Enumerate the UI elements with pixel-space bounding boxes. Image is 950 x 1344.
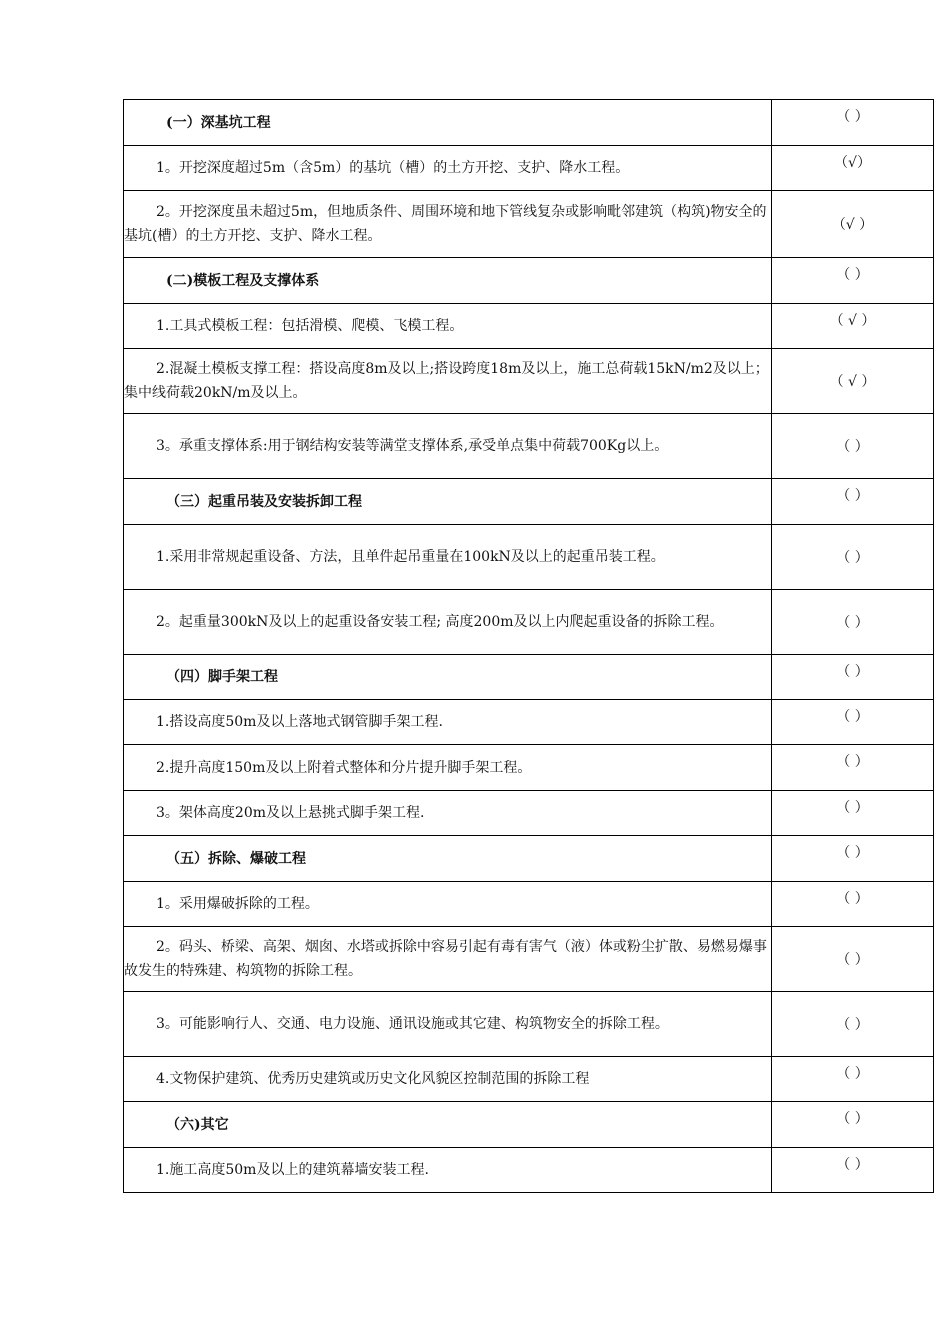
item-row bbox=[124, 414, 934, 479]
check-mark-cell[interactable]: （ ） bbox=[772, 414, 934, 479]
check-mark-cell[interactable]: （√ ） bbox=[772, 191, 934, 258]
item-description: 2.提升高度150m及以上附着式整体和分片提升脚手架工程。 bbox=[124, 745, 772, 791]
item-description: 3。架体高度20m及以上悬挑式脚手架工程. bbox=[124, 791, 772, 836]
section-title: (二)模板工程及支撑体系 bbox=[124, 258, 772, 304]
check-mark-cell[interactable]: （ ） bbox=[772, 655, 934, 700]
check-mark-cell[interactable]: （ ） bbox=[772, 927, 934, 992]
item-description: 2。码头、桥梁、高架、烟囱、水塔或拆除中容易引起有毒有害气（液）体或粉尘扩散、易燃易爆事故发生的特殊建、构筑物的拆除工程。 bbox=[124, 927, 772, 992]
item-description: 1。采用爆破拆除的工程。 bbox=[124, 882, 772, 927]
section-title: (一）深基坑工程 bbox=[124, 100, 772, 146]
check-mark-cell[interactable]: （ ） bbox=[772, 100, 934, 146]
section-title: （三）起重吊装及安装拆卸工程 bbox=[124, 479, 772, 525]
item-row bbox=[124, 1057, 934, 1102]
item-description: 4.文物保护建筑、优秀历史建筑或历史文化风貌区控制范围的拆除工程 bbox=[124, 1057, 772, 1102]
item-row bbox=[124, 590, 934, 655]
item-row bbox=[124, 992, 934, 1057]
check-mark-cell[interactable]: （ ） bbox=[772, 882, 934, 927]
check-mark-cell[interactable]: （ ） bbox=[772, 258, 934, 304]
check-mark-cell[interactable]: （ ） bbox=[772, 479, 934, 525]
engineering-checklist-table bbox=[123, 99, 934, 1193]
section-title: （四）脚手架工程 bbox=[124, 655, 772, 700]
check-mark-cell[interactable]: （ ） bbox=[772, 1102, 934, 1148]
check-mark-cell[interactable]: （ ） bbox=[772, 1057, 934, 1102]
section-row bbox=[124, 100, 934, 146]
item-row bbox=[124, 882, 934, 927]
item-row bbox=[124, 304, 934, 349]
section-row bbox=[124, 479, 934, 525]
section-title: （六)其它 bbox=[124, 1102, 772, 1148]
item-description: 1。开挖深度超过5m（含5m）的基坑（槽）的土方开挖、支护、降水工程。 bbox=[124, 146, 772, 191]
item-description: 2。起重量300kN及以上的起重设备安装工程; 高度200m及以上内爬起重设备的拆除工程。 bbox=[124, 590, 772, 655]
item-row bbox=[124, 745, 934, 791]
check-mark-cell[interactable]: （ √ ） bbox=[772, 349, 934, 414]
item-row bbox=[124, 191, 934, 258]
item-row bbox=[124, 525, 934, 590]
section-title: （五）拆除、爆破工程 bbox=[124, 836, 772, 882]
item-description: 1.搭设高度50m及以上落地式钢管脚手架工程. bbox=[124, 700, 772, 745]
item-row bbox=[124, 146, 934, 191]
check-mark-cell[interactable]: （ √ ） bbox=[772, 304, 934, 349]
item-description: 1.工具式模板工程：包括滑模、爬模、飞模工程。 bbox=[124, 304, 772, 349]
check-mark-cell[interactable]: （ ） bbox=[772, 745, 934, 791]
section-row bbox=[124, 655, 934, 700]
section-row bbox=[124, 258, 934, 304]
item-row bbox=[124, 791, 934, 836]
item-description: 2。开挖深度虽未超过5m，但地质条件、周围环境和地下管线复杂或影响毗邻建筑（构筑)物安全的基坑(槽）的土方开挖、支护、降水工程。 bbox=[124, 191, 772, 258]
item-description: 1.采用非常规起重设备、方法，且单件起吊重量在100kN及以上的起重吊装工程。 bbox=[124, 525, 772, 590]
check-mark-cell[interactable]: （ ） bbox=[772, 836, 934, 882]
item-description: 3。承重支撑体系:用于钢结构安装等满堂支撑体系,承受单点集中荷载700Kg以上。 bbox=[124, 414, 772, 479]
section-row bbox=[124, 836, 934, 882]
item-description: 3。可能影响行人、交通、电力设施、通讯设施或其它建、构筑物安全的拆除工程。 bbox=[124, 992, 772, 1057]
check-mark-cell[interactable]: （ ） bbox=[772, 590, 934, 655]
check-mark-cell[interactable]: （ ） bbox=[772, 992, 934, 1057]
item-row bbox=[124, 700, 934, 745]
section-row bbox=[124, 1102, 934, 1148]
check-mark-cell[interactable]: （√） bbox=[772, 146, 934, 191]
item-row bbox=[124, 927, 934, 992]
check-mark-cell[interactable]: （ ） bbox=[772, 1148, 934, 1193]
item-description: 2.混凝土模板支撑工程：搭设高度8m及以上;搭设跨度18m及以上，施工总荷载15kN/m2及以上；集中线荷载20kN/m及以上。 bbox=[124, 349, 772, 414]
check-mark-cell[interactable]: （ ） bbox=[772, 700, 934, 745]
check-mark-cell[interactable]: （ ） bbox=[772, 525, 934, 590]
item-description: 1.施工高度50m及以上的建筑幕墙安装工程. bbox=[124, 1148, 772, 1193]
check-mark-cell[interactable]: （ ） bbox=[772, 791, 934, 836]
item-row bbox=[124, 349, 934, 414]
item-row bbox=[124, 1148, 934, 1193]
